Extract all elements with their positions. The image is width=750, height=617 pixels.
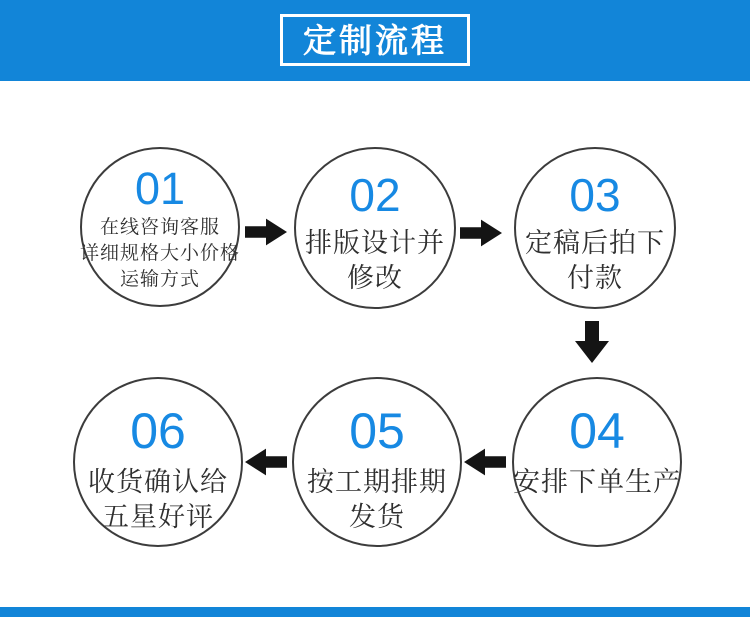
step-04-number: 04 — [569, 403, 625, 459]
step-03-text-line: 定稿后拍下 — [525, 228, 665, 258]
step-02-circle — [294, 147, 456, 309]
step-01-text-line: 运输方式 — [119, 269, 200, 291]
section-title-box — [280, 14, 470, 66]
step-05-text-line: 发货 — [349, 502, 405, 533]
step-02-text-line: 修改 — [347, 263, 403, 294]
step-05-text-line: 按工期排期 — [307, 467, 447, 497]
section-title: 定制流程 — [303, 21, 447, 59]
step-06-text-line: 收货确认给 — [88, 467, 228, 497]
right-arrow-icon — [460, 219, 502, 247]
left-arrow-icon — [245, 448, 287, 476]
right-arrow-icon — [245, 218, 287, 246]
step-01-text-line: 详细规格大小价格 — [80, 243, 241, 265]
footer-bar — [0, 607, 750, 617]
step-02-text-line: 排版设计并 — [305, 228, 445, 258]
step-01-circle — [80, 147, 240, 307]
step-03-number: 03 — [569, 169, 621, 221]
step-05-circle — [292, 377, 462, 547]
step-03-text-line: 付款 — [567, 263, 623, 294]
step-06-number: 06 — [130, 403, 186, 459]
left-arrow-icon — [464, 448, 506, 476]
step-06-text-line: 五星好评 — [102, 502, 214, 533]
header-banner — [0, 0, 750, 81]
down-arrow-icon — [575, 321, 609, 363]
step-06-circle — [73, 377, 243, 547]
step-03-circle — [514, 147, 676, 309]
step-04-circle — [512, 377, 682, 547]
step-02-number: 02 — [349, 169, 401, 221]
step-01-number: 01 — [134, 163, 186, 214]
step-05-number: 05 — [349, 403, 405, 459]
step-01-text-line: 在线咨询客服 — [99, 217, 220, 238]
step-04-text-line: 安排下单生产 — [513, 467, 681, 497]
